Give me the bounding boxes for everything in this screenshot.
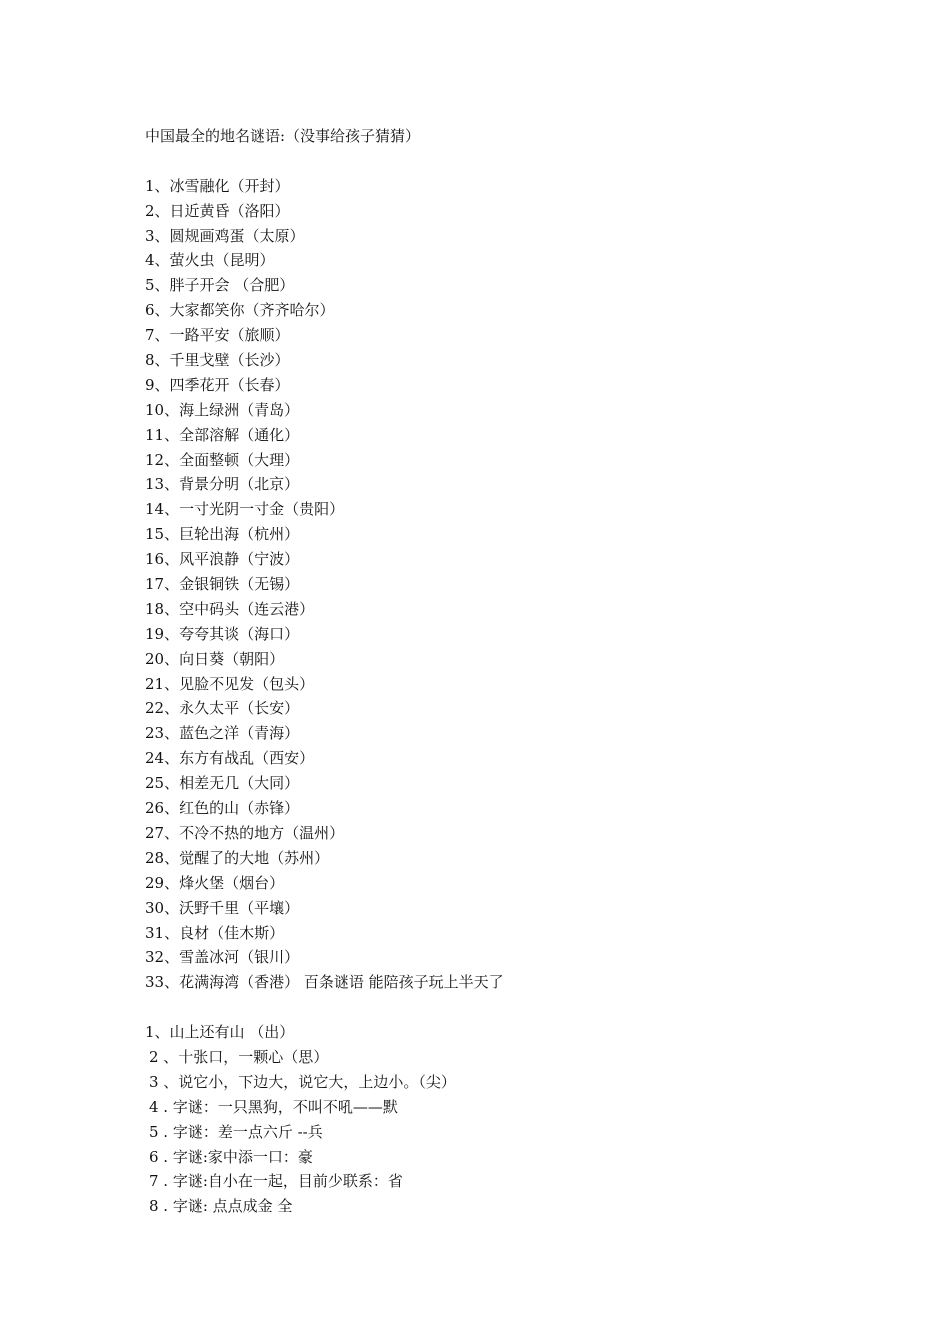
place-riddle-item: 7、一路平安（旅顺） [145, 326, 290, 345]
place-riddle-item: 22、永久太平（长安） [145, 699, 300, 718]
place-riddle-item: 20、向日葵（朝阳） [145, 649, 285, 668]
place-riddle-item: 18、空中码头（连云港） [145, 599, 315, 618]
blank-line [145, 149, 905, 174]
place-riddle-item: 32、雪盖冰河（银川） [145, 948, 300, 967]
place-riddle-item: 33、花满海湾（香港） 百条谜语 能陪孩子玩上半天了 [145, 973, 504, 992]
place-riddle-item: 4、萤火虫（昆明） [145, 251, 275, 270]
place-riddle-item: 14、一寸光阴一寸金（贵阳） [145, 500, 345, 519]
place-riddle-item: 11、全部溶解（通化） [145, 425, 300, 444]
char-riddle-item: 3 、说它小，下边大，说它大，上边小。（尖） [149, 1072, 456, 1091]
blank-line [145, 995, 905, 1020]
char-riddle-item: 2 、十张口，一颗心（思） [149, 1047, 329, 1066]
place-riddle-item: 5、胖子开会 （合肥） [145, 276, 295, 295]
place-riddle-item: 27、不冷不热的地方（温州） [145, 823, 345, 842]
place-riddle-item: 6、大家都笑你（齐齐哈尔） [145, 301, 335, 320]
place-riddle-item: 2、日近黄昏（洛阳） [145, 201, 290, 220]
char-riddle-item: 4 . 字谜：一只黑狗，不叫不吼——默 [149, 1097, 398, 1116]
char-riddle-item: 5 . 字谜：差一点六斤 --兵 [149, 1122, 323, 1141]
char-riddle-item: 6 . 字谜:家中添一口：豪 [149, 1147, 313, 1166]
place-riddle-item: 21、见脸不见发（包头） [145, 674, 315, 693]
document-title: 中国最全的地名谜语:（没事给孩子猜猜） [145, 127, 421, 145]
place-riddle-item: 26、红色的山（赤锋） [145, 799, 300, 818]
place-riddle-item: 29、烽火堡（烟台） [145, 873, 285, 892]
place-riddle-item: 15、巨轮出海（杭州） [145, 525, 300, 544]
char-riddle-item: 8 . 字谜: 点点成金 全 [149, 1197, 293, 1216]
place-riddle-item: 16、风平浪静（宁波） [145, 550, 300, 569]
place-riddle-item: 13、背景分明（北京） [145, 475, 300, 494]
char-riddle-list [145, 1020, 905, 1219]
place-riddle-item: 12、全面整顿（大理） [145, 450, 300, 469]
place-riddle-item: 28、觉醒了的大地（苏州） [145, 848, 330, 867]
place-riddle-item: 9、四季花开（长春） [145, 375, 290, 394]
place-riddle-item: 25、相差无几（大同） [145, 774, 300, 793]
place-riddle-item: 1、冰雪融化（开封） [145, 176, 290, 195]
place-riddle-item: 23、蓝色之洋（青海） [145, 724, 300, 743]
place-riddle-item: 10、海上绿洲（青岛） [145, 400, 300, 419]
document-page [145, 124, 905, 1219]
char-riddle-item: 1、山上还有山 （出） [145, 1023, 295, 1042]
place-riddle-item: 8、千里戈壁（长沙） [145, 351, 290, 370]
place-riddle-item: 17、金银铜铁（无锡） [145, 575, 300, 594]
place-riddle-item: 3、圆规画鸡蛋（太原） [145, 226, 305, 245]
place-riddle-list [145, 174, 905, 995]
place-riddle-item: 30、沃野千里（平壤） [145, 898, 300, 917]
char-riddle-item: 7 . 字谜:自小在一起，目前少联系：省 [149, 1172, 403, 1191]
place-riddle-item: 24、东方有战乱（西安） [145, 749, 315, 768]
place-riddle-item: 19、夸夸其谈（海口） [145, 624, 300, 643]
place-riddle-item: 31、良材（佳木斯） [145, 923, 285, 942]
